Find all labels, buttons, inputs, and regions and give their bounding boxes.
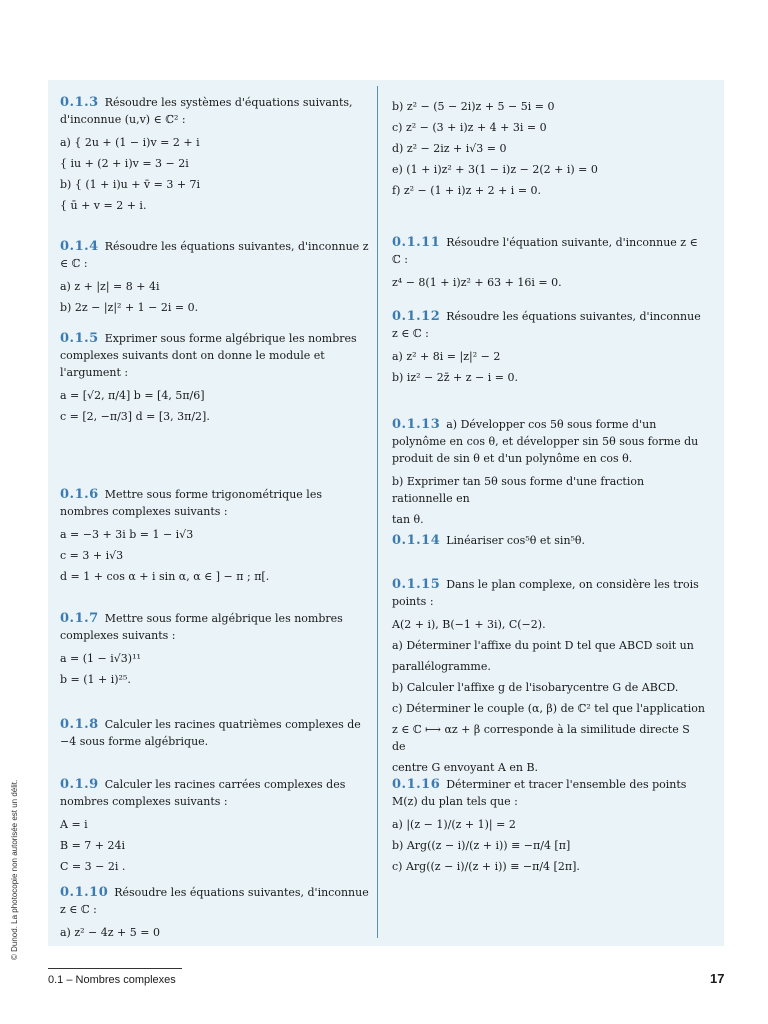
formula-line: b) Exprimer tan 5θ sous forme d'une fraction rationnelle en <box>392 475 645 505</box>
exercise-statement <box>392 532 706 549</box>
footer-rule <box>48 968 182 969</box>
formula-line: e) (1 + i)z² + 3(1 − i)z − 2(2 + i) = 0 <box>392 163 598 176</box>
exercise-statement <box>60 610 370 644</box>
formula-line: a) Déterminer l'affixe du point D tel que ABCD soit un <box>392 639 694 652</box>
exercise-number: 0.1.13 <box>392 417 441 432</box>
formula-line: b = (1 + i)²⁵. <box>60 673 131 686</box>
ex-0110-cont <box>392 92 706 199</box>
formula-line: tan θ. <box>392 513 424 526</box>
formula-line: c) z² − (3 + i)z + 4 + 3i = 0 <box>392 121 547 134</box>
formula-line: A = i <box>60 818 88 831</box>
exercise-number: 0.1.11 <box>392 235 441 250</box>
exercise-statement <box>60 776 370 810</box>
exercise-statement <box>392 234 706 268</box>
formula-line: a) z² − 4z + 5 = 0 <box>60 926 160 939</box>
formula-line: b) 2z − |z|² + 1 − 2i = 0. <box>60 301 199 314</box>
formula-line: C = 3 − 2i . <box>60 860 126 873</box>
exercise-statement <box>392 576 706 610</box>
exercise-text: Calculer les racines quatrièmes complexes de −4 sous forme algébrique. <box>60 718 361 748</box>
exercise-text: Résoudre les équations suivantes, d'inconnue z ∈ ℂ : <box>60 886 369 916</box>
exercise-number: 0.1.10 <box>60 885 109 900</box>
ex-014 <box>60 238 370 316</box>
formula-line: b) z² − (5 − 2i)z + 5 − 5i = 0 <box>392 100 555 113</box>
formula-line: a = (1 − i√3)¹¹ <box>60 652 141 665</box>
formula-line: { ū + v = 2 + i. <box>60 199 147 212</box>
formula-line: f) z² − (1 + i)z + 2 + i = 0. <box>392 184 542 197</box>
formula-line: A(2 + i), B(−1 + 3i), C(−2). <box>392 618 546 631</box>
ex-013 <box>60 94 370 214</box>
ex-019 <box>60 776 370 875</box>
exercise-statement <box>60 884 370 918</box>
exercise-number: 0.1.5 <box>60 331 99 346</box>
ex-015 <box>60 330 370 425</box>
exercise-number: 0.1.14 <box>392 533 441 548</box>
exercise-statement <box>60 94 370 128</box>
formula-line: a = [√2, π/4] b = [4, 5π/6] <box>60 389 205 402</box>
exercise-text: Mettre sous forme trigonométrique les nombres complexes suivants : <box>60 488 322 518</box>
page-number: 17 <box>710 971 725 986</box>
exercise-text: Résoudre les équations suivantes, d'inconnue z ∈ ℂ : <box>392 310 701 340</box>
formula-line: c = [2, −π/3] d = [3, 3π/2]. <box>60 410 210 423</box>
ex-0111 <box>392 234 706 291</box>
exercise-statement <box>392 416 706 467</box>
ex-0113 <box>392 416 706 528</box>
formula-line: c) Déterminer le couple (α, β) de ℂ² tel que l'application <box>392 702 705 715</box>
exercise-number: 0.1.4 <box>60 239 99 254</box>
formula-line: centre G envoyant A en B. <box>392 761 539 774</box>
exercise-text: a) Développer cos 5θ sous forme d'un polynôme en cos θ, et développer sin 5θ sous forme du produit de sin θ et d'un polynôme en cos θ. <box>392 418 699 465</box>
exercise-text: Exprimer sous forme algébrique les nombres complexes suivants dont on donne le module et l'argument : <box>60 332 357 379</box>
formula-line: a) { 2u + (1 − i)v = 2 + i <box>60 136 200 149</box>
copyright-note: © Dunod. La photocopie non autorisée est un délit. <box>10 779 19 960</box>
formula-line: b) iz² − 2z̄ + z − i = 0. <box>392 371 518 384</box>
exercise-number: 0.1.6 <box>60 487 99 502</box>
ex-018 <box>60 716 370 750</box>
formula-line: a) z + |z| = 8 + 4i <box>60 280 160 293</box>
exercise-number: 0.1.3 <box>60 95 99 110</box>
exercise-text: Calculer les racines carrées complexes des nombres complexes suivants : <box>60 778 346 808</box>
formula-line: a) z² + 8i = |z|² − 2 <box>392 350 501 363</box>
formula-line: { iu + (2 + i)v = 3 − 2i <box>60 157 189 170</box>
formula-line: b) Calculer l'affixe g de l'isobarycentre G de ABCD. <box>392 681 679 694</box>
exercise-statement <box>392 776 706 810</box>
formula-line: a = −3 + 3i b = 1 − i√3 <box>60 528 194 541</box>
ex-0110 <box>60 884 370 941</box>
exercise-number: 0.1.16 <box>392 777 441 792</box>
exercise-statement <box>60 238 370 272</box>
exercise-text: Mettre sous forme algébrique les nombres complexes suivants : <box>60 612 343 642</box>
formula-line: b) { (1 + i)u + v̄ = 3 + 7i <box>60 178 201 191</box>
exercise-statement <box>60 330 370 381</box>
formula-line: c) Arg((z − i)/(z + i)) ≡ −π/4 [2π]. <box>392 860 580 873</box>
ex-0112 <box>392 308 706 386</box>
column-divider <box>377 86 378 938</box>
exercise-statement <box>60 716 370 750</box>
ex-0116 <box>392 776 706 875</box>
exercise-text: Linéariser cos⁵θ et sin⁵θ. <box>446 534 586 547</box>
exercise-text: Résoudre les équations suivantes, d'inconnue z ∈ ℂ : <box>60 240 369 270</box>
ex-016 <box>60 486 370 585</box>
formula-line: d) z² − 2iz + i√3 = 0 <box>392 142 507 155</box>
formula-line: d = 1 + cos α + i sin α, α ∈ ] − π ; π[. <box>60 570 270 583</box>
exercise-text: Dans le plan complexe, on considère les trois points : <box>392 578 699 608</box>
formula-line: B = 7 + 24i <box>60 839 126 852</box>
exercise-statement <box>392 308 706 342</box>
exercise-number: 0.1.12 <box>392 309 441 324</box>
formula-line: a) |(z − 1)/(z + 1)| = 2 <box>392 818 516 831</box>
ex-017 <box>60 610 370 688</box>
exercise-number: 0.1.8 <box>60 717 99 732</box>
formula-line: b) Arg((z − i)/(z + i)) ≡ −π/4 [π] <box>392 839 571 852</box>
footer-section: 0.1 – Nombres complexes <box>48 974 176 986</box>
exercise-number: 0.1.9 <box>60 777 99 792</box>
exercise-text: Déterminer et tracer l'ensemble des points M(z) du plan tels que : <box>392 778 687 808</box>
formula-line: parallélogramme. <box>392 660 491 673</box>
exercise-statement <box>60 486 370 520</box>
formula-line: z⁴ − 8(1 + i)z² + 63 + 16i = 0. <box>392 276 562 289</box>
exercise-number: 0.1.15 <box>392 577 441 592</box>
formula-line: c = 3 + i√3 <box>60 549 124 562</box>
exercise-number: 0.1.7 <box>60 611 99 626</box>
ex-0115 <box>392 576 706 776</box>
exercise-text: Résoudre l'équation suivante, d'inconnue z ∈ ℂ : <box>392 236 698 266</box>
exercise-text: Résoudre les systèmes d'équations suivants, d'inconnue (u,v) ∈ ℂ² : <box>60 96 353 126</box>
formula-line: z ∈ ℂ ⟼ αz + β corresponde à la similitude directe S de <box>392 723 690 753</box>
ex-0114 <box>392 532 706 549</box>
